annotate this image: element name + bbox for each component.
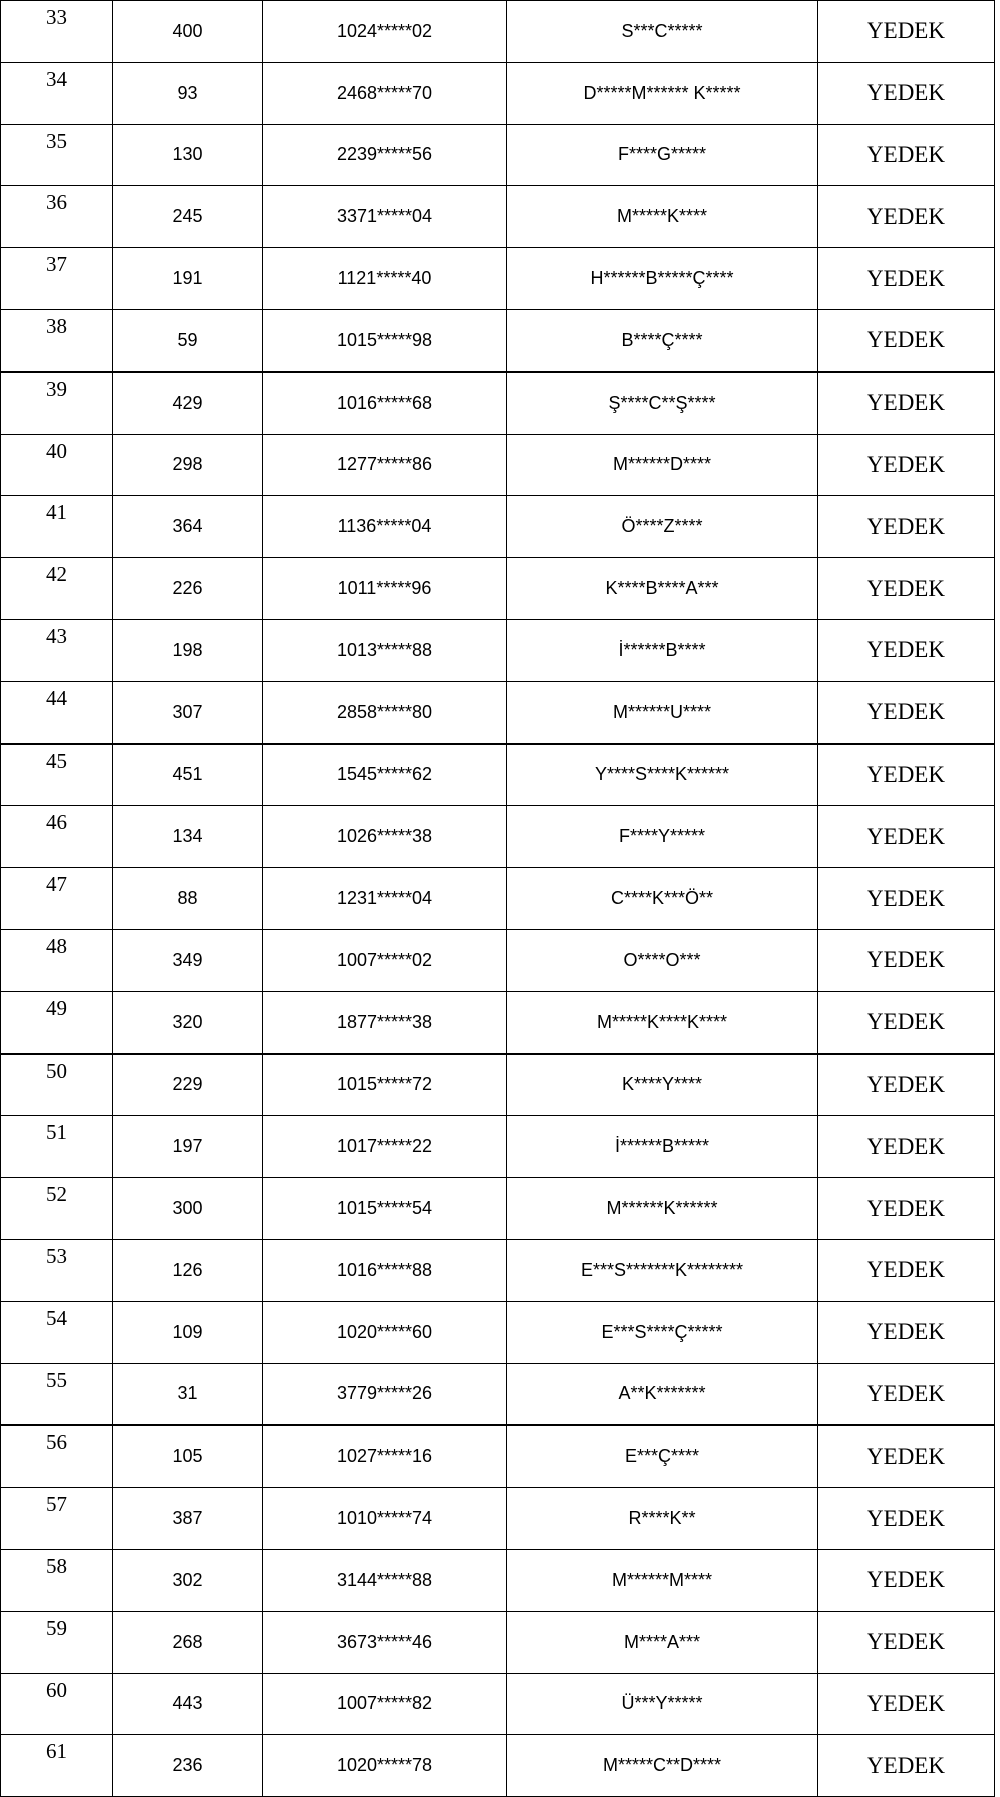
results-table-body xyxy=(1,1,995,1797)
rank-cell: 349 xyxy=(113,929,263,991)
rank-cell: 443 xyxy=(113,1673,263,1735)
masked-id-cell: 1007*****02 xyxy=(263,929,507,991)
table-row xyxy=(1,1735,995,1797)
row-number: 48 xyxy=(1,929,113,991)
masked-name-cell: M******U**** xyxy=(507,681,818,743)
rank-cell: 197 xyxy=(113,1116,263,1178)
masked-name-cell: M*****K**** xyxy=(507,186,818,248)
masked-name-cell: F****G***** xyxy=(507,124,818,186)
table-row xyxy=(1,1178,995,1240)
masked-name-cell: İ******B***** xyxy=(507,1116,818,1178)
table-row xyxy=(1,1,995,63)
masked-id-cell: 1277*****86 xyxy=(263,434,507,496)
rank-cell: 236 xyxy=(113,1735,263,1797)
masked-id-cell: 1027*****16 xyxy=(263,1425,507,1487)
row-number: 45 xyxy=(1,744,113,806)
masked-name-cell: M******D**** xyxy=(507,434,818,496)
table-row xyxy=(1,1549,995,1611)
table-row xyxy=(1,124,995,186)
row-number: 53 xyxy=(1,1239,113,1301)
masked-name-cell: M******M**** xyxy=(507,1549,818,1611)
masked-id-cell: 1024*****02 xyxy=(263,1,507,63)
masked-id-cell: 1877*****38 xyxy=(263,991,507,1053)
masked-name-cell: Y****S****K****** xyxy=(507,744,818,806)
status-cell: YEDEK xyxy=(818,868,995,930)
masked-name-cell: R****K** xyxy=(507,1488,818,1550)
table-row xyxy=(1,868,995,930)
table-row xyxy=(1,248,995,310)
masked-id-cell: 1016*****68 xyxy=(263,372,507,434)
row-number: 38 xyxy=(1,309,113,371)
masked-id-cell: 1013*****88 xyxy=(263,619,507,681)
masked-id-cell: 1017*****22 xyxy=(263,1116,507,1178)
table-row xyxy=(1,619,995,681)
row-number: 49 xyxy=(1,991,113,1053)
masked-id-cell: 1136*****04 xyxy=(263,496,507,558)
table-row xyxy=(1,681,995,743)
masked-id-cell: 1015*****98 xyxy=(263,309,507,371)
masked-id-cell: 1016*****88 xyxy=(263,1239,507,1301)
row-number: 43 xyxy=(1,619,113,681)
status-cell: YEDEK xyxy=(818,124,995,186)
masked-id-cell: 1010*****74 xyxy=(263,1488,507,1550)
status-cell: YEDEK xyxy=(818,681,995,743)
table-row xyxy=(1,1611,995,1673)
masked-name-cell: Ö****Z**** xyxy=(507,496,818,558)
row-number: 60 xyxy=(1,1673,113,1735)
rank-cell: 229 xyxy=(113,1054,263,1116)
masked-id-cell: 1020*****78 xyxy=(263,1735,507,1797)
rank-cell: 400 xyxy=(113,1,263,63)
row-number: 35 xyxy=(1,124,113,186)
status-cell: YEDEK xyxy=(818,1488,995,1550)
table-row xyxy=(1,1116,995,1178)
rank-cell: 387 xyxy=(113,1488,263,1550)
rank-cell: 31 xyxy=(113,1363,263,1425)
rank-cell: 268 xyxy=(113,1611,263,1673)
masked-name-cell: H******B*****Ç**** xyxy=(507,248,818,310)
status-cell: YEDEK xyxy=(818,1363,995,1425)
status-cell: YEDEK xyxy=(818,558,995,620)
table-row xyxy=(1,434,995,496)
row-number: 58 xyxy=(1,1549,113,1611)
row-number: 44 xyxy=(1,681,113,743)
rank-cell: 307 xyxy=(113,681,263,743)
table-row xyxy=(1,496,995,558)
status-cell: YEDEK xyxy=(818,1,995,63)
masked-id-cell: 1015*****54 xyxy=(263,1178,507,1240)
rank-cell: 364 xyxy=(113,496,263,558)
masked-name-cell: Ş****C**Ş**** xyxy=(507,372,818,434)
rank-cell: 134 xyxy=(113,806,263,868)
table-row xyxy=(1,1054,995,1116)
masked-name-cell: A**K******* xyxy=(507,1363,818,1425)
masked-id-cell: 2858*****80 xyxy=(263,681,507,743)
row-number: 37 xyxy=(1,248,113,310)
rank-cell: 191 xyxy=(113,248,263,310)
table-row xyxy=(1,1673,995,1735)
status-cell: YEDEK xyxy=(818,1549,995,1611)
table-row xyxy=(1,1425,995,1487)
row-number: 52 xyxy=(1,1178,113,1240)
status-cell: YEDEK xyxy=(818,372,995,434)
status-cell: YEDEK xyxy=(818,1178,995,1240)
masked-name-cell: E***Ç**** xyxy=(507,1425,818,1487)
rank-cell: 105 xyxy=(113,1425,263,1487)
masked-id-cell: 2239*****56 xyxy=(263,124,507,186)
status-cell: YEDEK xyxy=(818,248,995,310)
masked-id-cell: 3371*****04 xyxy=(263,186,507,248)
masked-id-cell: 1020*****60 xyxy=(263,1301,507,1363)
table-row xyxy=(1,1301,995,1363)
row-number: 56 xyxy=(1,1425,113,1487)
status-cell: YEDEK xyxy=(818,186,995,248)
status-cell: YEDEK xyxy=(818,1301,995,1363)
masked-id-cell: 1026*****38 xyxy=(263,806,507,868)
masked-name-cell: M*****C**D**** xyxy=(507,1735,818,1797)
status-cell: YEDEK xyxy=(818,991,995,1053)
masked-name-cell: İ******B**** xyxy=(507,619,818,681)
row-number: 50 xyxy=(1,1054,113,1116)
masked-name-cell: D*****M****** K***** xyxy=(507,62,818,124)
table-row xyxy=(1,744,995,806)
masked-id-cell: 3673*****46 xyxy=(263,1611,507,1673)
row-number: 59 xyxy=(1,1611,113,1673)
masked-id-cell: 1121*****40 xyxy=(263,248,507,310)
row-number: 40 xyxy=(1,434,113,496)
row-number: 55 xyxy=(1,1363,113,1425)
table-row xyxy=(1,929,995,991)
rank-cell: 320 xyxy=(113,991,263,1053)
rank-cell: 126 xyxy=(113,1239,263,1301)
status-cell: YEDEK xyxy=(818,1239,995,1301)
row-number: 42 xyxy=(1,558,113,620)
rank-cell: 300 xyxy=(113,1178,263,1240)
row-number: 41 xyxy=(1,496,113,558)
rank-cell: 93 xyxy=(113,62,263,124)
status-cell: YEDEK xyxy=(818,929,995,991)
masked-name-cell: K****Y**** xyxy=(507,1054,818,1116)
rank-cell: 245 xyxy=(113,186,263,248)
rank-cell: 198 xyxy=(113,619,263,681)
row-number: 47 xyxy=(1,868,113,930)
table-row xyxy=(1,1363,995,1425)
status-cell: YEDEK xyxy=(818,744,995,806)
masked-id-cell: 3144*****88 xyxy=(263,1549,507,1611)
table-row xyxy=(1,62,995,124)
table-row xyxy=(1,186,995,248)
row-number: 36 xyxy=(1,186,113,248)
status-cell: YEDEK xyxy=(818,434,995,496)
status-cell: YEDEK xyxy=(818,1425,995,1487)
masked-id-cell: 1231*****04 xyxy=(263,868,507,930)
row-number: 61 xyxy=(1,1735,113,1797)
masked-name-cell: M****A*** xyxy=(507,1611,818,1673)
rank-cell: 298 xyxy=(113,434,263,496)
status-cell: YEDEK xyxy=(818,1116,995,1178)
rank-cell: 130 xyxy=(113,124,263,186)
masked-name-cell: M*****K****K**** xyxy=(507,991,818,1053)
status-cell: YEDEK xyxy=(818,1673,995,1735)
status-cell: YEDEK xyxy=(818,1735,995,1797)
status-cell: YEDEK xyxy=(818,806,995,868)
masked-id-cell: 2468*****70 xyxy=(263,62,507,124)
status-cell: YEDEK xyxy=(818,309,995,371)
masked-id-cell: 1007*****82 xyxy=(263,1673,507,1735)
row-number: 33 xyxy=(1,1,113,63)
status-cell: YEDEK xyxy=(818,62,995,124)
rank-cell: 59 xyxy=(113,309,263,371)
status-cell: YEDEK xyxy=(818,619,995,681)
masked-name-cell: B****Ç**** xyxy=(507,309,818,371)
masked-name-cell: E***S****Ç***** xyxy=(507,1301,818,1363)
rank-cell: 226 xyxy=(113,558,263,620)
table-row xyxy=(1,1239,995,1301)
masked-id-cell: 1011*****96 xyxy=(263,558,507,620)
status-cell: YEDEK xyxy=(818,1054,995,1116)
masked-name-cell: K****B****A*** xyxy=(507,558,818,620)
row-number: 46 xyxy=(1,806,113,868)
table-row xyxy=(1,991,995,1053)
table-row xyxy=(1,372,995,434)
rank-cell: 302 xyxy=(113,1549,263,1611)
masked-name-cell: E***S*******K******** xyxy=(507,1239,818,1301)
status-cell: YEDEK xyxy=(818,1611,995,1673)
table-row xyxy=(1,806,995,868)
row-number: 54 xyxy=(1,1301,113,1363)
row-number: 51 xyxy=(1,1116,113,1178)
table-row xyxy=(1,558,995,620)
row-number: 57 xyxy=(1,1488,113,1550)
masked-name-cell: F****Y***** xyxy=(507,806,818,868)
rank-cell: 109 xyxy=(113,1301,263,1363)
row-number: 34 xyxy=(1,62,113,124)
table-row xyxy=(1,309,995,371)
masked-name-cell: S***C***** xyxy=(507,1,818,63)
status-cell: YEDEK xyxy=(818,496,995,558)
table-row xyxy=(1,1488,995,1550)
rank-cell: 88 xyxy=(113,868,263,930)
masked-name-cell: M******K****** xyxy=(507,1178,818,1240)
rank-cell: 429 xyxy=(113,372,263,434)
masked-id-cell: 1015*****72 xyxy=(263,1054,507,1116)
masked-name-cell: C****K***Ö** xyxy=(507,868,818,930)
masked-name-cell: Ü***Y***** xyxy=(507,1673,818,1735)
masked-name-cell: O****O*** xyxy=(507,929,818,991)
rank-cell: 451 xyxy=(113,744,263,806)
row-number: 39 xyxy=(1,372,113,434)
masked-id-cell: 1545*****62 xyxy=(263,744,507,806)
masked-id-cell: 3779*****26 xyxy=(263,1363,507,1425)
